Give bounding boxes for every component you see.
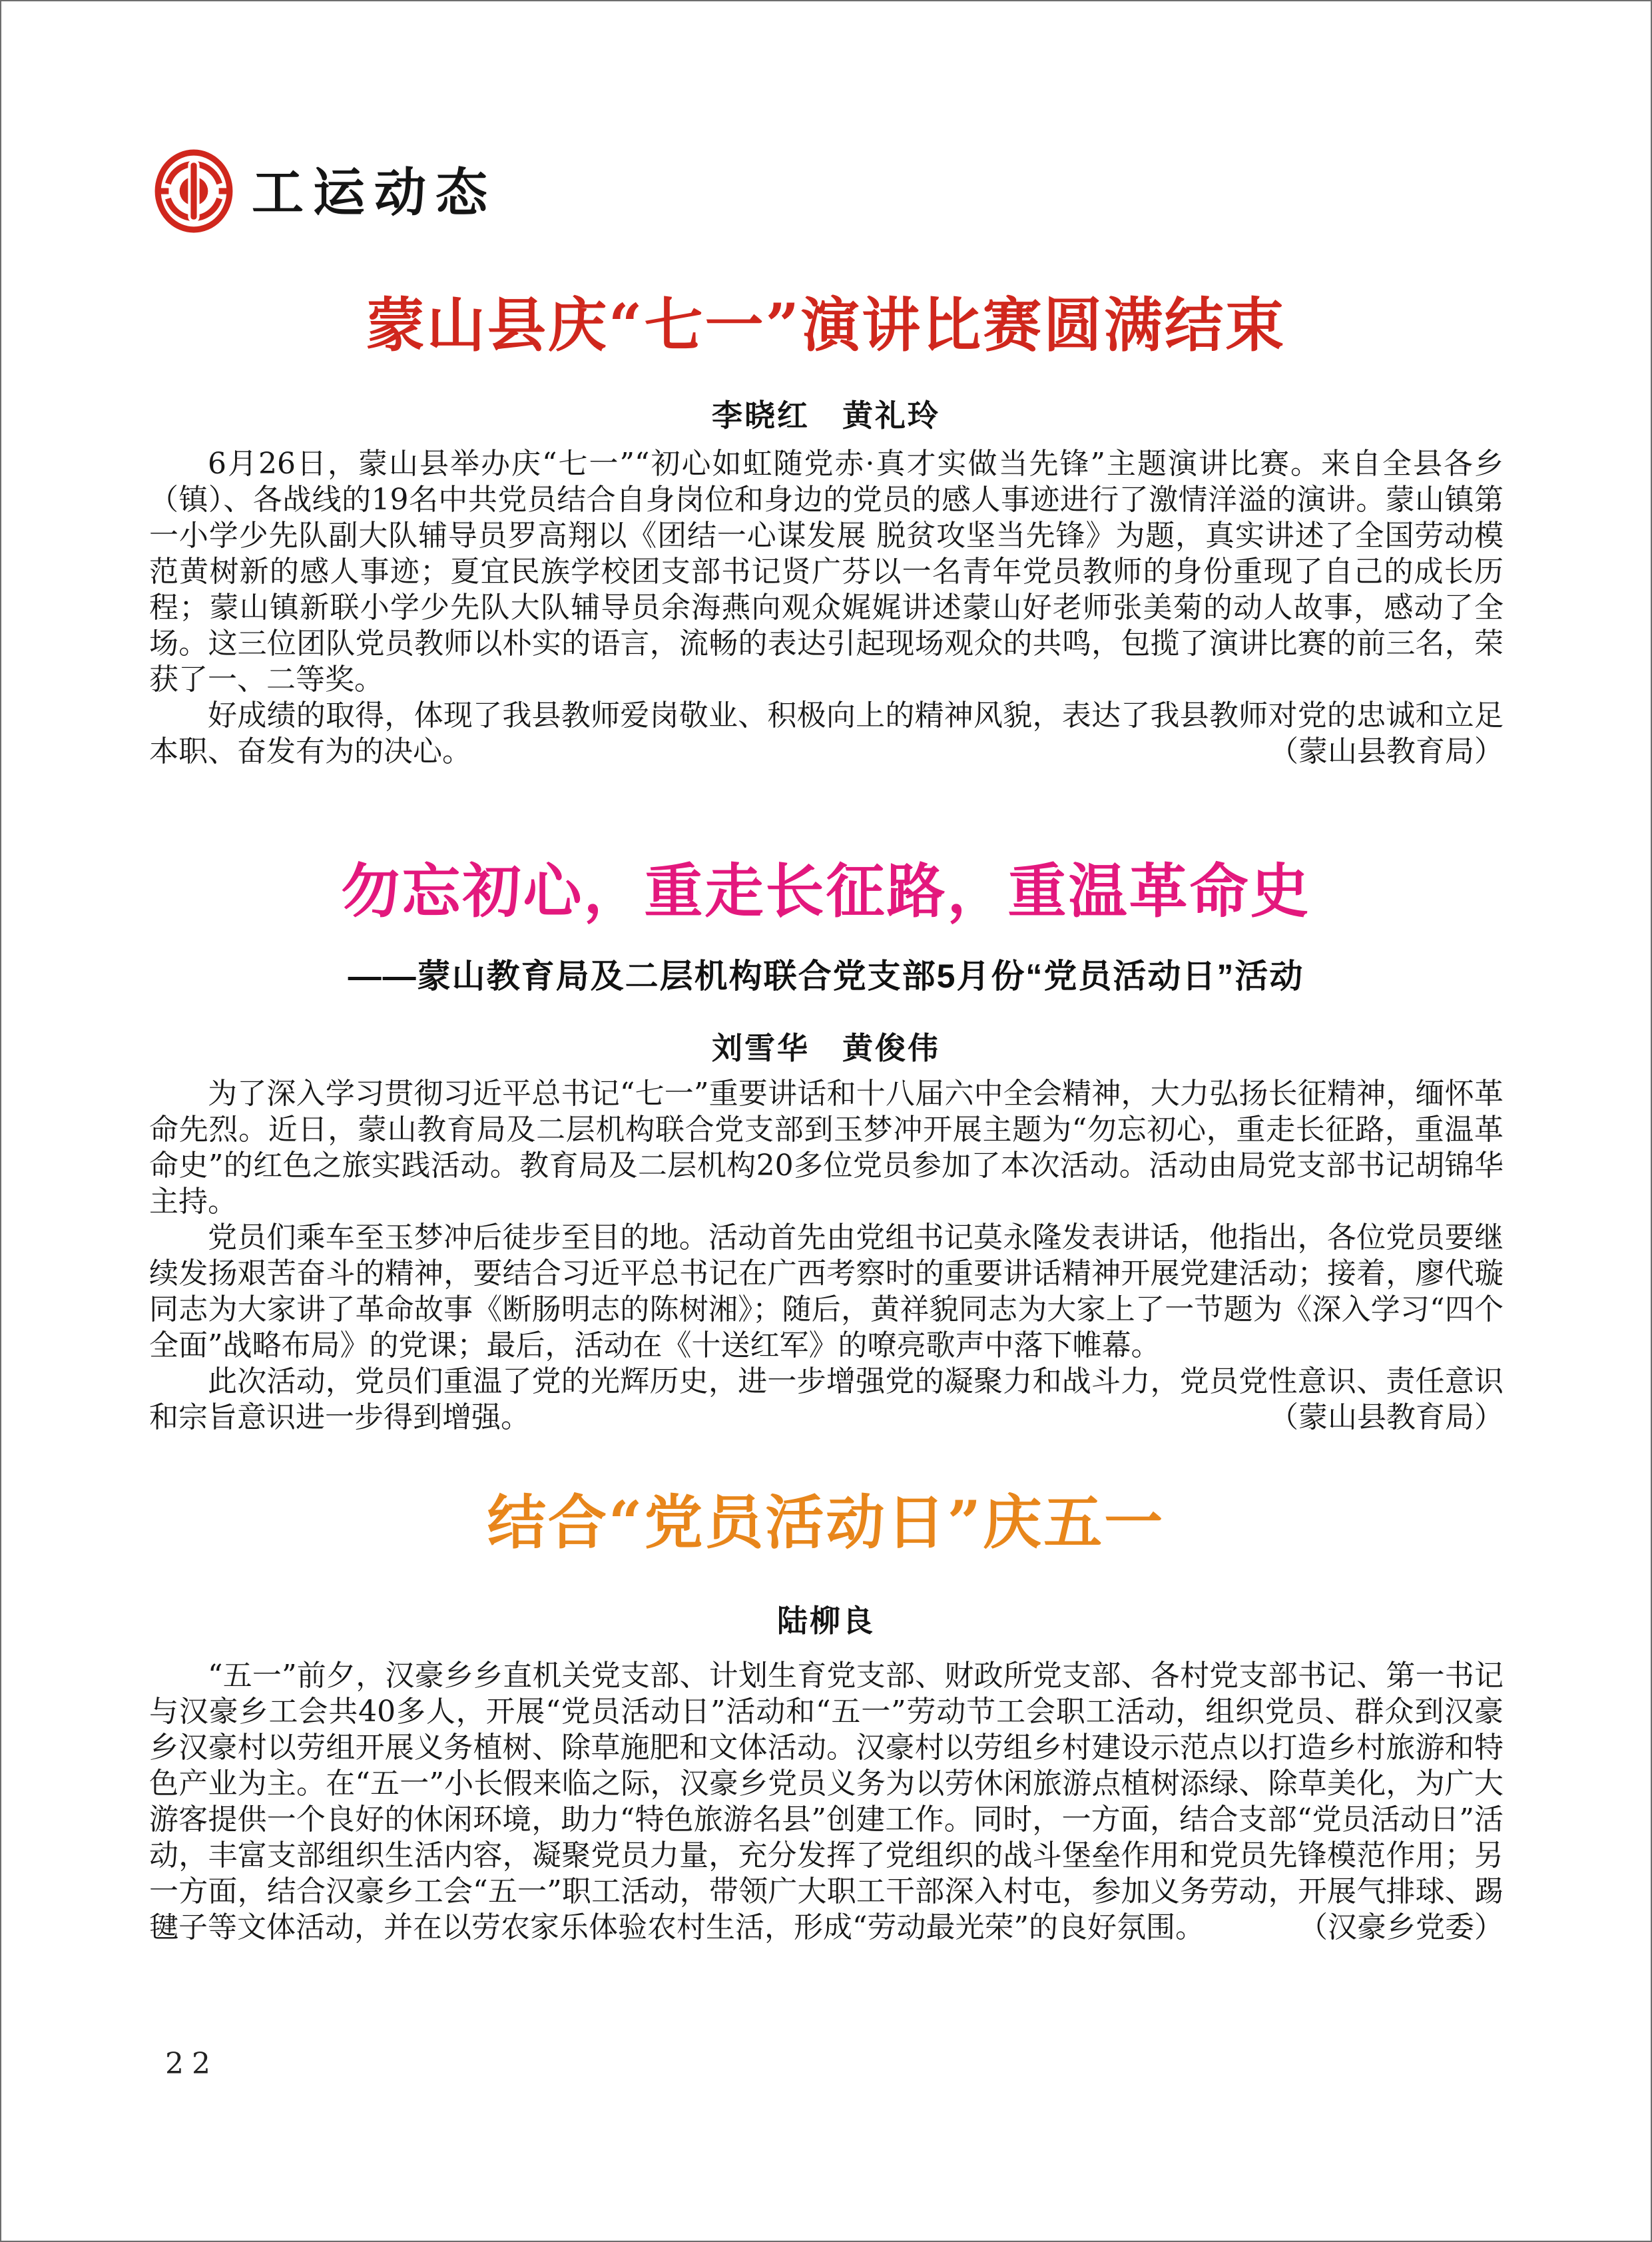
article-1-authors: 李晓红 黄礼玲 <box>712 398 940 433</box>
article-3-authors: 陆柳良 <box>777 1603 875 1638</box>
article-1-title: 蒙山县庆“七一”演讲比赛圆满结束 <box>366 290 1286 360</box>
article-2-body <box>149 1076 1504 1436</box>
article-1-body <box>149 446 1504 770</box>
masthead-title: 工运动态 <box>252 162 497 223</box>
attribution: （蒙山县教育局） <box>1269 734 1504 768</box>
masthead <box>153 149 497 233</box>
paragraph-with-attribution <box>149 1364 1504 1436</box>
paragraph: 为了深入学习贯彻习近平总书记“七一”重要讲话和十八届六中全会精神，大力弘扬长征精神，缅怀革命先烈。近日，蒙山教育局及二层机构联合党支部到玉梦冲开展主题为“勿忘初心，重走长征路，重温革命史”的红色之旅实践活动。教育局及二层机构20多位党员参加了本次活动。活动由局党支部书记胡锦华主持。 <box>149 1077 1504 1219</box>
paragraph-with-attribution <box>149 698 1504 770</box>
paragraph-text: 好成绩的取得，体现了我县教师爱岗敬业、积极向上的精神风貌，表达了我县教师对党的忠诚和立足本职、奋发有为的决心。 <box>149 699 1504 768</box>
paragraph: 6月26日，蒙山县举办庆“七一”“初心如虹随党赤·真才实做当先锋”主题演讲比赛。来自全县各乡（镇）、各战线的19名中共党员结合自身岗位和身边的党员的感人事迹进行了激情洋溢的演讲。蒙山镇第一小学少先队副大队辅导员罗高翔以《团结一心谋发展 脱贫攻坚当先锋》为题，真实讲述了全国劳动模范黄树新的感人事迹；夏宜民族学校团支部书记贤广芬以一名青年党员教师的身份重现了自己的成长历程；蒙山镇新联小学少先队大队辅导员余海燕向观众娓娓讲述蒙山好老师张美菊的动人故事，感动了全场。这三位团队党员教师以朴实的语言，流畅的表达引起现场观众的共鸣，包揽了演讲比赛的前三名，荣获了一、二等奖。 <box>149 447 1504 697</box>
page-number: 22 <box>165 2047 218 2081</box>
article-2-subtitle: ——蒙山教育局及二层机构联合党支部5月份“党员活动日”活动 <box>348 958 1304 995</box>
attribution: （蒙山县教育局） <box>1269 1400 1504 1434</box>
paragraph-with-attribution <box>149 1658 1504 1946</box>
article-3-title: 结合“党员活动日”庆五一 <box>487 1488 1165 1557</box>
article-2-authors: 刘雪华 黄俊伟 <box>712 1031 940 1065</box>
attribution: （汉豪乡党委） <box>1298 1910 1504 1944</box>
article-3-body <box>149 1658 1504 1946</box>
paragraph-text: “五一”前夕，汉豪乡乡直机关党支部、计划生育党支部、财政所党支部、各村党支部书记、第一书记与汉豪乡工会共40多人，开展“党员活动日”活动和“五一”劳动节工会职工活动，组织党员、群众到汉豪乡汉豪村以劳组开展义务植树、除草施肥和文体活动。汉豪村以劳组乡村建设示范点以打造乡村旅游和特色产业为主。在“五一”小长假来临之际，汉豪乡党员义务为以劳休闲旅游点植树添绿、除草美化，为广大游客提供一个良好的休闲环境，助力“特色旅游名县”创建工作。同时，一方面，结合支部“党员活动日”活动，丰富支部组织生活内容，凝聚党员力量，充分发挥了党组织的战斗堡垒作用和党员先锋模范作用；另一方面，结合汉豪乡工会“五一”职工活动，带领广大职工干部深入村屯，参加义务劳动，开展气排球、踢毽子等文体活动，并在以劳农家乐体验农村生活，形成“劳动最光荣”的良好氛围。 <box>149 1659 1504 1944</box>
paragraph: 党员们乘车至玉梦冲后徒步至目的地。活动首先由党组书记莫永隆发表讲话，他指出，各位党员要继续发扬艰苦奋斗的精神，要结合习近平总书记在广西考察时的重要讲话精神开展党建活动；接着，廖代璇同志为大家讲了革命故事《断肠明志的陈树湘》；随后，黄祥貌同志为大家上了一节题为《深入学习“四个全面”战略布局》的党课；最后，活动在《十送红军》的嘹亮歌声中落下帷幕。 <box>149 1221 1504 1362</box>
article-2-title: 勿忘初心，重走长征路，重温革命史 <box>341 856 1311 926</box>
trade-union-emblem-icon <box>153 149 234 233</box>
paragraph-text: 此次活动，党员们重温了党的光辉历史，进一步增强党的凝聚力和战斗力，党员党性意识、责任意识和宗旨意识进一步得到增强。 <box>149 1364 1504 1434</box>
